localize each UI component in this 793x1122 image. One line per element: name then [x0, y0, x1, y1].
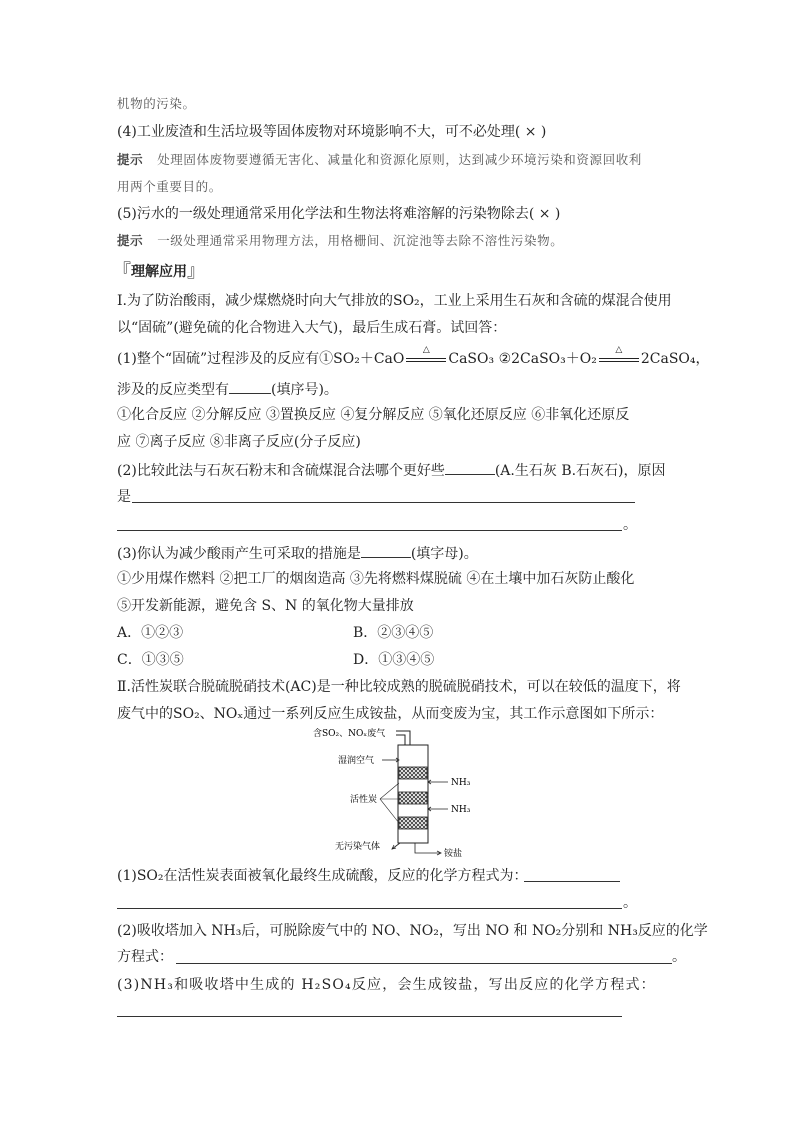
option-d[interactable]: D．①③④⑤: [353, 652, 435, 668]
statement-5: (5)污水的一级处理通常采用化学法和生物法将难溶解的污染物除去( × ): [117, 206, 561, 222]
measures: ①少用煤作燃料 ②把工厂的烟囱造高 ③先将燃料煤脱硫 ④在土壤中加石灰防止酸化: [117, 571, 635, 587]
answer-blank[interactable]: [361, 542, 411, 558]
label-nh3: NH₃: [451, 778, 471, 788]
statement-4: (4)工业废渣和生活垃圾等固体废物对环境影响不大，可不必处理( × ): [117, 124, 547, 140]
absorption-tower-diagram: [300, 727, 500, 859]
carbon-bed: [399, 792, 427, 804]
reaction-types: ①化合反应 ②分解反应 ③置换反应 ④复分解反应 ⑤氧化还原反应 ⑥非氧化还原反: [117, 407, 630, 423]
period-mark: 。: [672, 949, 686, 965]
part2-question-2-cont: 方程式：: [117, 949, 173, 965]
answer-line[interactable]: [117, 908, 622, 909]
question-3: (3)你认为减少酸雨产生可采取的措施是 (填字母)。: [117, 542, 478, 564]
part2-question-3: (3)NH₃和吸收塔中生成的 H₂SO₄反应，会生成铵盐，写出反应的化学方程式：: [117, 977, 656, 993]
intro-2: 以“固硫”(避免硫的化合物进入大气)，最后生成石膏。试回答：: [117, 320, 507, 336]
part2-intro: Ⅱ.活性炭联合脱硫脱硝技术(AC)是一种比较成熟的脱硫脱硝技术，可以在较低的温度下，将: [117, 679, 681, 695]
question-1: (1)整个“固硫”过程涉及的反应有①SO₂＋CaO △ CaSO₃ ②2CaSO₃＋O₂ △ 2CaSO₄，: [117, 345, 710, 367]
intro-1: Ⅰ.为了防治酸雨，减少煤燃烧时向大气排放的SO₂，工业上采用生石灰和含硫的煤混合使用: [117, 293, 672, 309]
heat-condition: △: [404, 349, 448, 369]
text-line: 机物的污染。: [117, 96, 196, 111]
hint-5: 提示 一级处理通常采用物理方法，用格栅间、沉淀池等去除不溶性污染物。: [117, 233, 564, 248]
hint-4: 提示 处理固体废物要遵循无害化、减量化和资源化原则，达到减少环境污染和资源回收利: [117, 152, 642, 167]
carbon-bed: [399, 817, 427, 829]
reaction-types-cont: 应 ⑦离子反应 ⑧非离子反应(分子反应): [117, 434, 361, 450]
label-waste-gas: 含SO₂、NOₓ废气: [313, 729, 386, 739]
answer-line[interactable]: [117, 530, 622, 531]
answer-line[interactable]: [117, 1016, 622, 1017]
section-title: 『理解应用』: [113, 261, 205, 282]
question-1-line2: 涉及的反应类型有 (填序号)。: [117, 378, 338, 400]
answer-blank[interactable]: [445, 459, 495, 475]
option-a[interactable]: A．①②③: [117, 625, 184, 641]
part2-question-2: (2)吸收塔加入 NH₃后，可脱除废气中的 NO、NO₂，写出 NO 和 NO₂分别和 NH₃反应的化学: [117, 923, 708, 939]
label-ammonium-salt: 铵盐: [444, 849, 463, 859]
answer-line[interactable]: [524, 881, 620, 882]
option-c[interactable]: C．①③⑤: [117, 652, 184, 668]
part2-intro-cont: 废气中的SO₂、NOₓ通过一系列反应生成铵盐，从而变废为宝，其工作示意图如下所示：: [117, 706, 664, 722]
question-2: (2)比较此法与石灰石粉末和含硫煤混合法哪个更好些 (A.生石灰 B.石灰石)，原因: [117, 459, 666, 481]
period-mark: 。: [623, 895, 637, 911]
question-2-reason: 是: [117, 489, 131, 505]
answer-blank[interactable]: [229, 378, 271, 394]
answer-line[interactable]: [132, 502, 635, 503]
heat-condition: △: [597, 349, 641, 369]
label-clean-gas: 无污染气体: [335, 842, 381, 852]
hint-4-cont: 用两个重要目的。: [117, 179, 222, 194]
answer-line[interactable]: [176, 963, 672, 964]
period-mark: 。: [623, 517, 637, 533]
part2-question-1: (1)SO₂在活性炭表面被氧化最终生成硫酸，反应的化学方程式为：: [117, 868, 528, 884]
option-b[interactable]: B．②③④⑤: [353, 625, 434, 641]
label-humid-air: 湿润空气: [338, 756, 375, 766]
label-nh3: NH₃: [451, 805, 471, 815]
measures-cont: ⑤开发新能源，避免含 S、N 的氧化物大量排放: [117, 598, 414, 614]
carbon-bed: [399, 767, 427, 779]
label-activated-carbon: 活性炭: [350, 795, 378, 805]
